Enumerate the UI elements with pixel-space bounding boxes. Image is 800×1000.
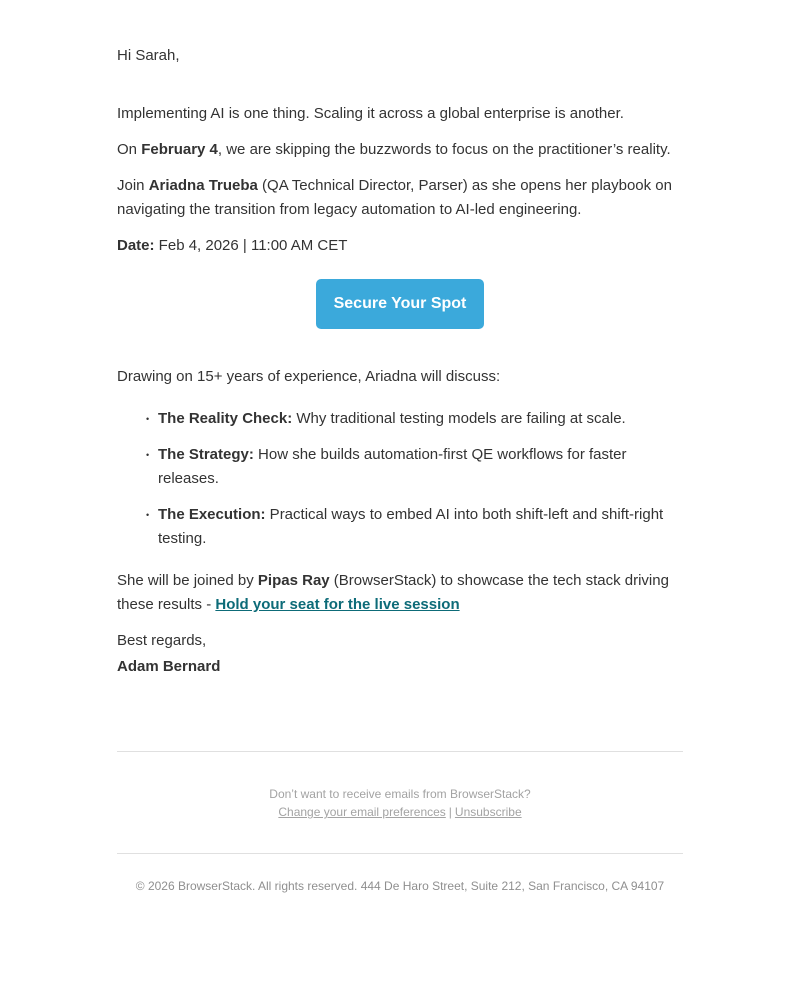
cta-container <box>117 279 683 329</box>
list-item <box>158 503 683 551</box>
greeting-text: Hi Sarah, <box>117 47 180 64</box>
speaker-line-suffix: (QA Technical Director, Parser) as she opens her playbook on navigating the transition from legacy automation to AI-led engineering. <box>117 177 672 218</box>
event-line-suffix: , we are skipping the buzzwords to focus on the practitioner’s reality. <box>217 141 671 158</box>
footer-links-separator: | <box>448 805 452 819</box>
copyright-line: © 2026 BrowserStack. All rights reserved. 444 De Haro Street, Suite 212, San Francisco, CA 94107 <box>135 879 665 893</box>
bullet-text: Practical ways to embed AI into both shift-left and shift-right testing. <box>158 506 664 547</box>
secure-your-spot-button[interactable]: Secure Your Spot <box>316 279 484 329</box>
bullet-text: How she builds automation-first QE workflows for faster releases. <box>158 446 627 487</box>
divider <box>117 853 683 854</box>
bullet-lead-bold: The Execution: <box>158 506 266 523</box>
agenda-intro: Drawing on 15+ years of experience, Ariadna will discuss: <box>117 368 501 385</box>
change-preferences-link[interactable]: Change your email preferences <box>278 805 446 819</box>
event-date-bold: February 4 <box>141 141 218 158</box>
footer-links-row <box>117 803 683 821</box>
bullet-lead-bold: The Strategy: <box>158 446 254 463</box>
intro-paragraph: Implementing AI is one thing. Scaling it across a global enterprise is another. <box>117 105 624 122</box>
list-item <box>158 443 683 491</box>
closing-middle: (BrowserStack) to showcase the tech stack driving these results - <box>117 572 669 613</box>
hold-your-seat-link[interactable]: Hold your seat for the live session <box>215 596 460 613</box>
closing-prefix: She will be joined by <box>117 572 258 589</box>
speaker-paragraph <box>117 174 683 222</box>
closing-paragraph <box>117 569 683 617</box>
unsubscribe-link[interactable]: Unsubscribe <box>454 805 522 819</box>
agenda-list <box>117 407 683 551</box>
email-body <box>117 0 683 854</box>
unsubscribe-footer <box>117 752 683 853</box>
list-item <box>158 407 683 431</box>
date-time-line <box>117 234 683 258</box>
event-date-paragraph <box>117 138 683 162</box>
signoff-text: Best regards, <box>117 632 207 649</box>
event-line-prefix: On <box>117 141 142 158</box>
date-time-value: Feb 4, 2026 | 11:00 AM CET <box>154 237 348 254</box>
unsubscribe-question: Don’t want to receive emails from BrowserStack? <box>269 787 531 801</box>
sender-name: Adam Bernard <box>117 658 221 675</box>
speaker-name-bold: Ariadna Trueba <box>148 177 258 194</box>
bullet-text: Why traditional testing models are failing at scale. <box>292 410 626 427</box>
speaker-line-prefix: Join <box>117 177 149 194</box>
date-label-bold: Date: <box>117 237 155 254</box>
cohost-name-bold: Pipas Ray <box>257 572 330 589</box>
bullet-lead-bold: The Reality Check: <box>158 410 293 427</box>
